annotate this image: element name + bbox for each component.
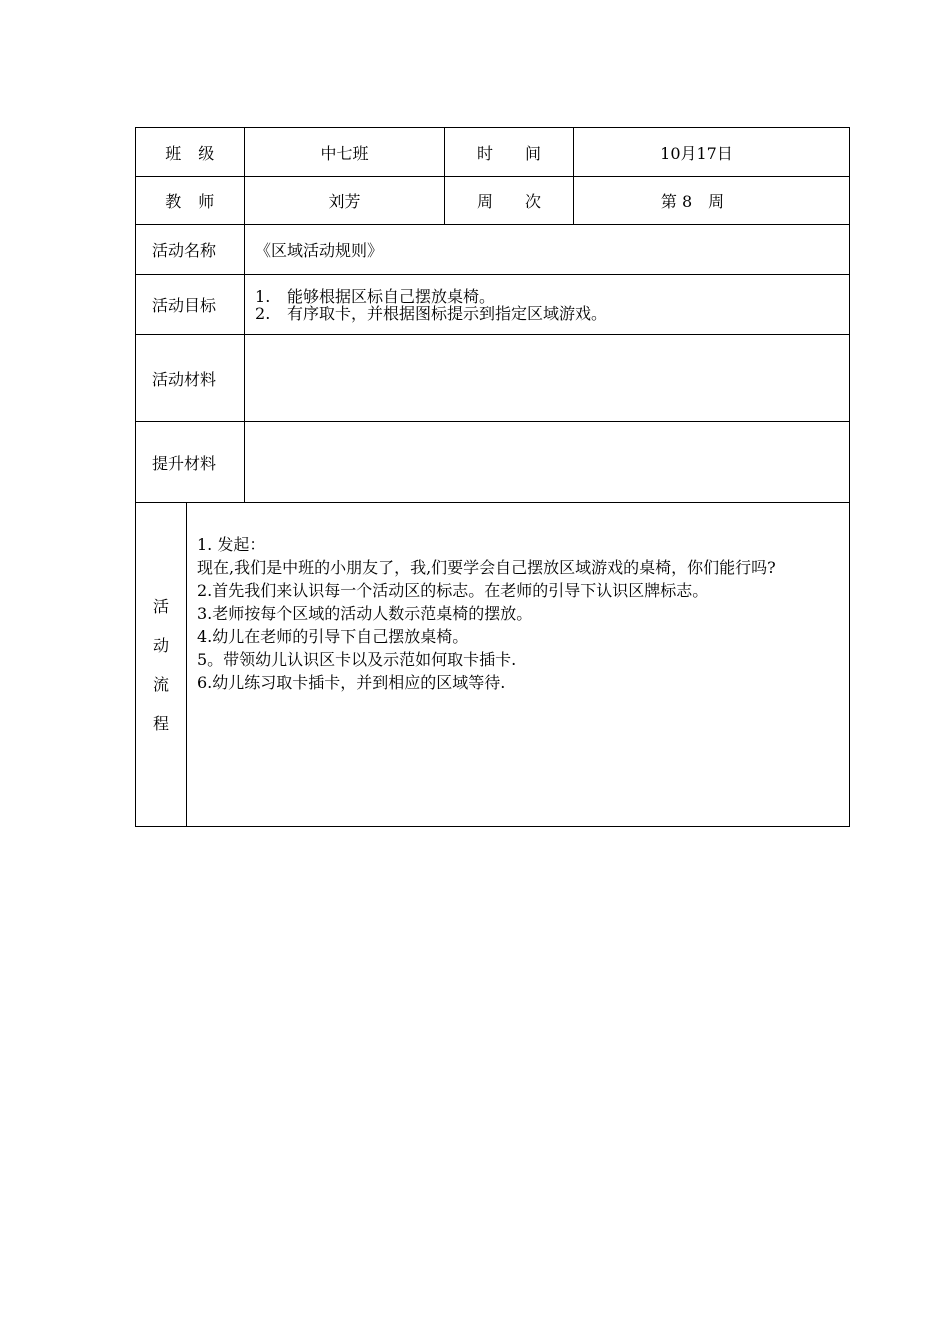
row-activity-materials [136, 335, 850, 422]
process-line: 现在,我们是中班的小朋友了，我,们要学会自己摆放区域游戏的桌椅，你们能行吗? [197, 558, 776, 577]
activity-goal-label: 活动目标 [136, 275, 245, 335]
activity-name-label: 活动名称 [136, 225, 245, 275]
teacher-label: 教 师 [136, 177, 245, 225]
teacher-value: 刘芳 [245, 177, 445, 225]
process-line: 4.幼儿在老师的引导下自己摆放桌椅。 [197, 627, 469, 646]
activity-goals-list [245, 275, 850, 335]
lesson-plan-table [135, 127, 850, 827]
goal-item: 2. 有序取卡，并根据图标提示到指定区域游戏。 [255, 303, 608, 323]
process-line: 1. 发起： [197, 535, 266, 554]
activity-material-value [245, 335, 850, 422]
process-line: 5。带领幼儿认识区卡以及示范如何取卡插卡. [197, 650, 517, 669]
class-label: 班 级 [136, 128, 245, 177]
row-activity-goals [136, 275, 850, 335]
improve-material-label: 提升材料 [136, 422, 245, 503]
process-content [187, 503, 850, 827]
activity-name-value: 《区域活动规则》 [245, 225, 850, 275]
improve-material-value [245, 422, 850, 503]
row-activity-name [136, 225, 850, 275]
row-teacher-week [136, 177, 850, 225]
process-label: 活 动 流 程 [136, 503, 187, 827]
row-class-time [136, 128, 850, 177]
process-line: 3.老师按每个区域的活动人数示范桌椅的摆放。 [197, 604, 533, 623]
time-value: 10月17日 [574, 128, 850, 177]
process-line: 6.幼儿练习取卡插卡，并到相应的区域等待. [197, 673, 506, 692]
class-value: 中七班 [245, 128, 445, 177]
row-improve-materials [136, 422, 850, 503]
process-line: 2.首先我们来认识每一个活动区的标志。在老师的引导下认识区牌标志。 [197, 581, 709, 600]
activity-material-label: 活动材料 [136, 335, 245, 422]
time-label: 时 间 [445, 128, 574, 177]
goal-item: 1. 能够根据区标自己摆放桌椅。 [255, 286, 496, 306]
row-activity-process [136, 503, 850, 827]
week-label: 周 次 [445, 177, 574, 225]
week-value: 第 8 周 [574, 177, 850, 225]
